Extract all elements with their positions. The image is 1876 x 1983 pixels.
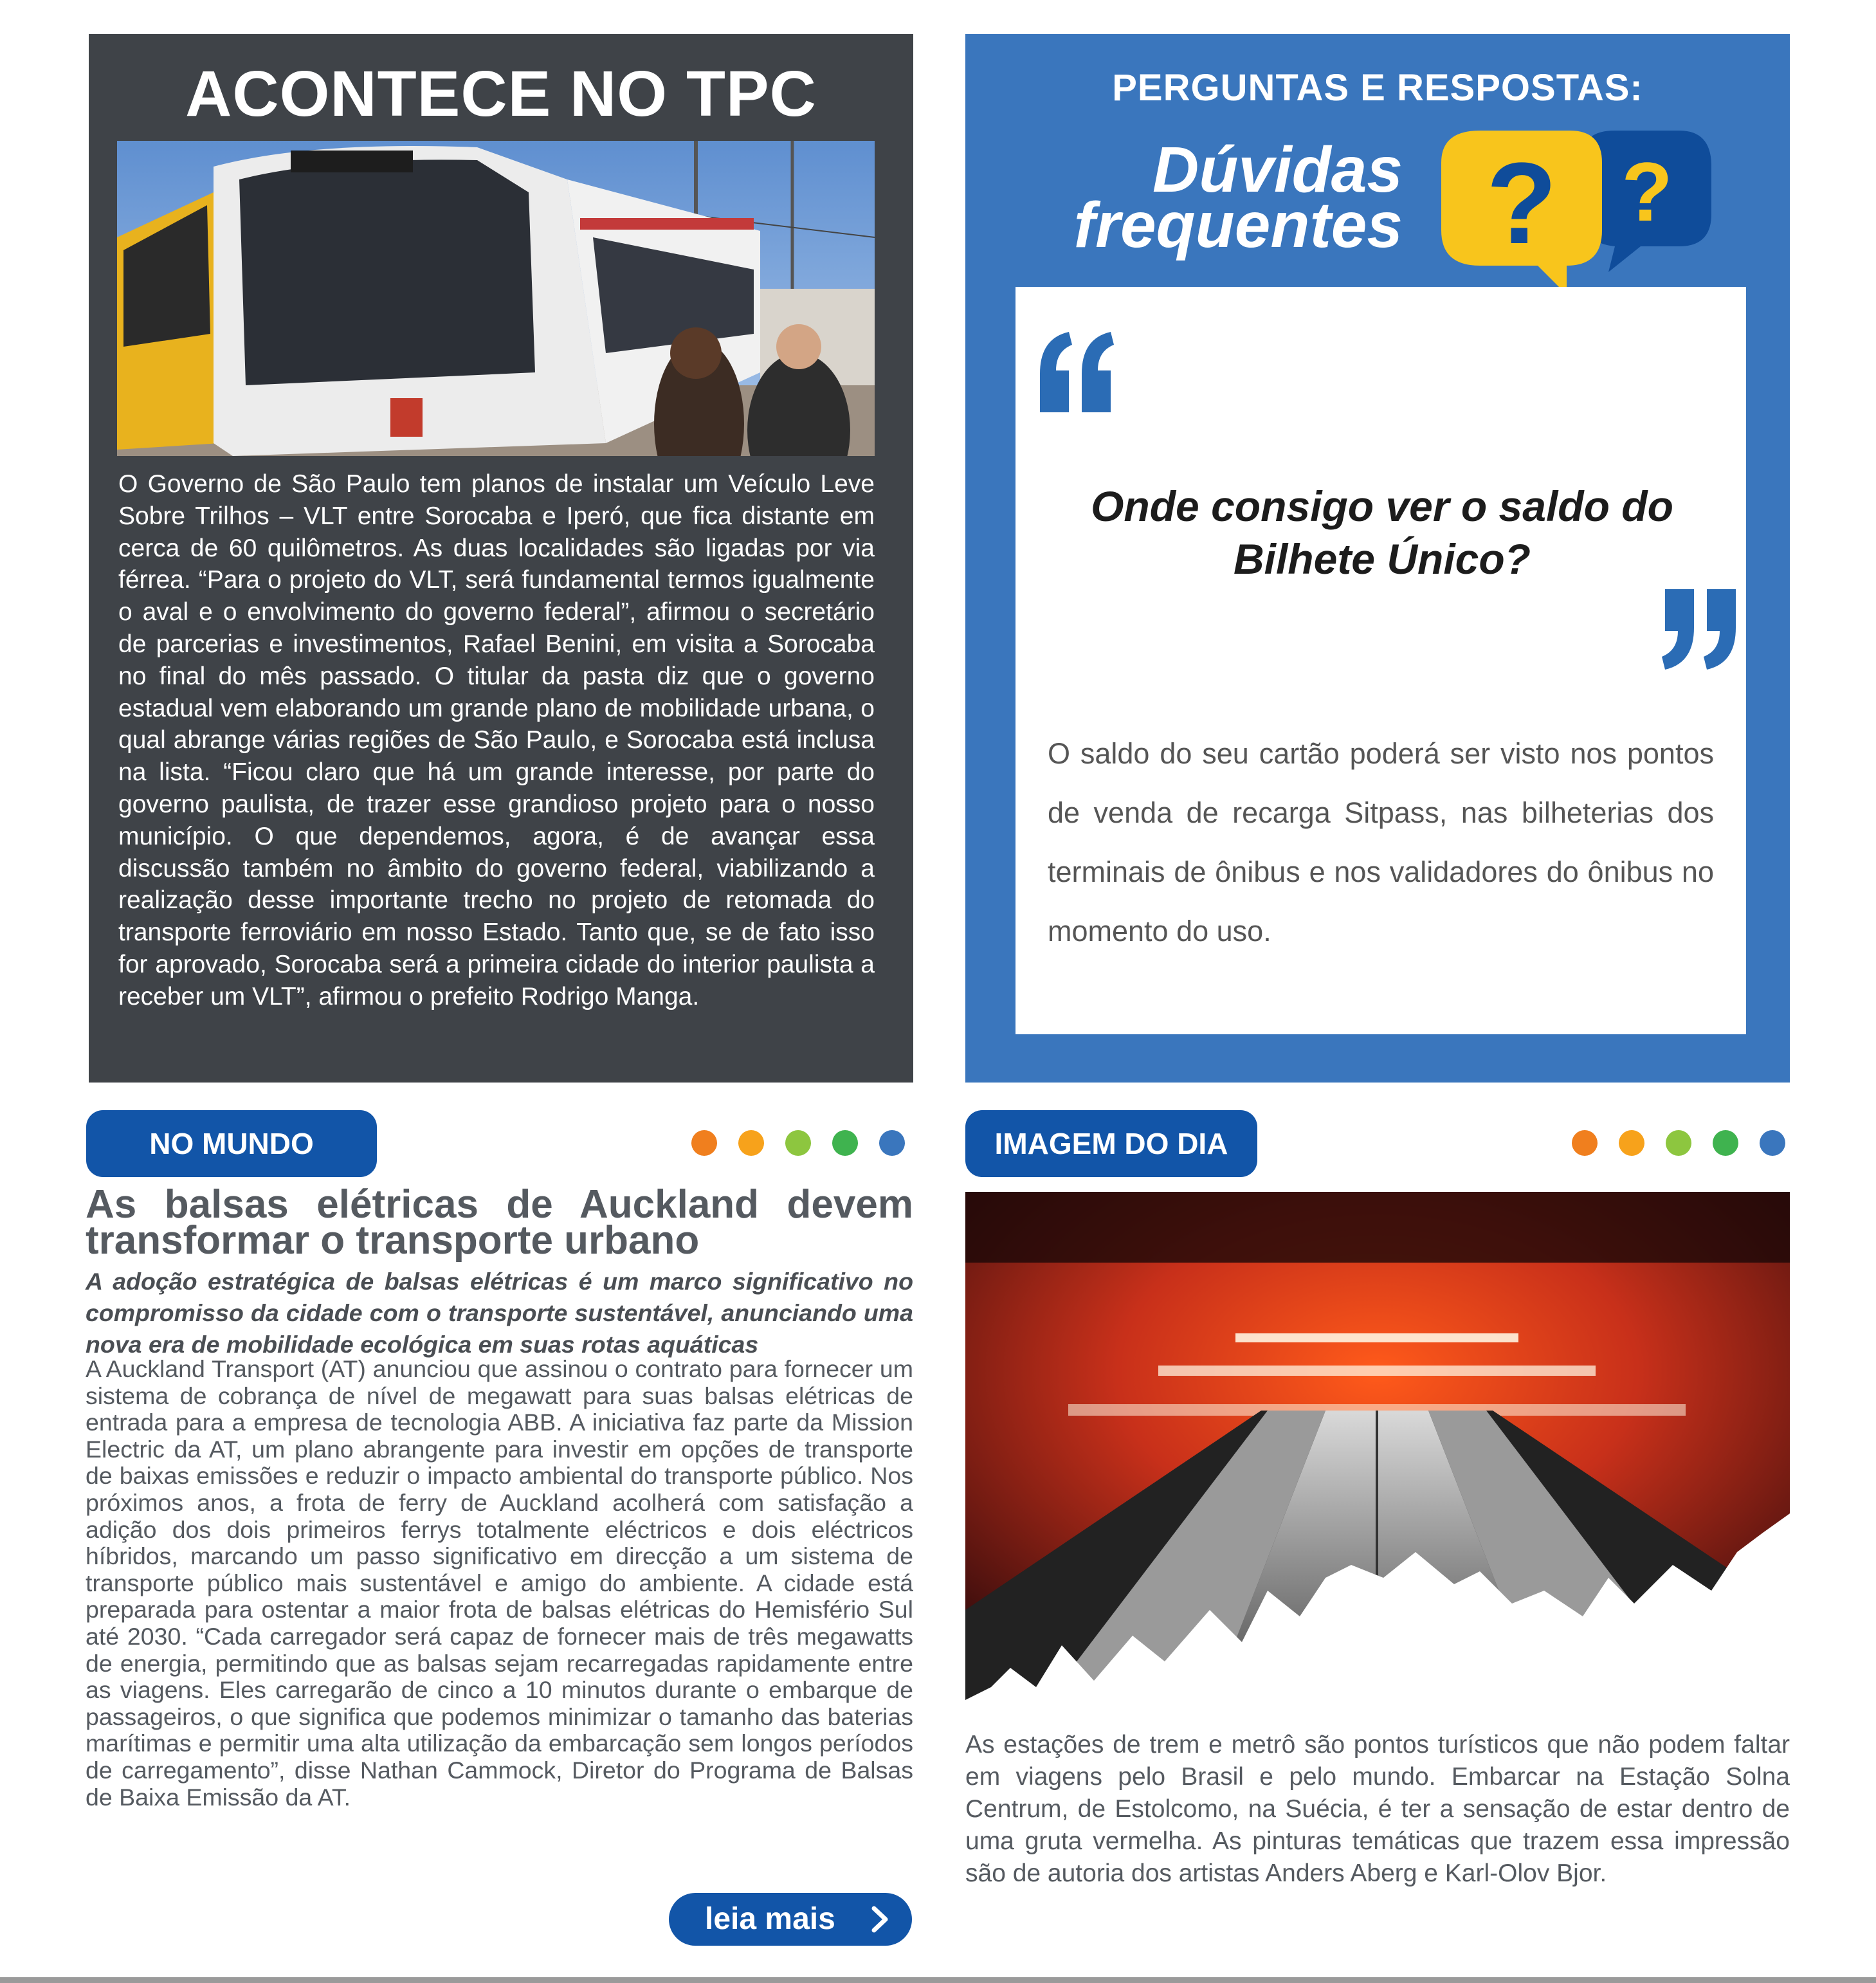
faq-panel xyxy=(965,34,1790,1083)
footer-divider xyxy=(0,1977,1876,1983)
tpc-title: ACONTECE NO TPC xyxy=(185,58,817,130)
dot-icon xyxy=(879,1130,905,1156)
mundo-lede: A adoção estratégica de balsas elétricas é um marco significativo no compromisso da cidade com o transporte sustentável, anunciando uma nova era de mobilidade ecológica em suas rotas aquáticas xyxy=(86,1268,913,1358)
read-more-button[interactable] xyxy=(669,1893,912,1946)
bubble-mark-large: ? xyxy=(1486,139,1557,268)
dot-icon xyxy=(738,1130,764,1156)
mundo-headline: As balsas elétricas de Auckland devem transformar o transporte urbano xyxy=(86,1182,913,1263)
dot-icon xyxy=(1572,1130,1598,1156)
faq-title-line2: frequentes xyxy=(1073,189,1403,261)
bubble-mark-small: ? xyxy=(1621,145,1673,239)
tpc-article-body: O Governo de São Paulo tem planos de instalar um Veículo Leve Sobre Trilhos – VLT entre Sorocaba e Iperó, que fica distante em cerca de 60 quilômetros. As duas localidades são ligadas por via férrea. “Para o projeto do VLT, será fundamental termos igualmente o aval e o envolvimento do governo federal”, afirmou o secretário de parcerias e investimentos, Rafael Benini, em visita a Sorocaba no final do mês passado. O titular da pasta diz que o governo estadual vem elaborando um grande plano de mobilidade urbana, o qual abrange várias regiões de São Paulo, e Sorocaba está inclusa na lista. “Ficou claro que há um grande interesse, por parte do governo paulista, de trazer esse grandioso projeto para o nosso município. O que dependemos, agora, é de avançar essa discussão também no âmbito do governo federal, viabilizando a realização desse importante trecho no projeto de retomada do transporte ferroviário em nosso Estado. Tanto que, se de fato isso for aprovado, Sorocaba será a primeira cidade do interior paulista a receber um VLT”, afirmou o prefeito Rodrigo Manga. xyxy=(118,470,875,1010)
faq-title xyxy=(1043,134,1403,261)
vlt-train-photo xyxy=(117,141,875,456)
faq-card xyxy=(1015,287,1746,1034)
dot-icon xyxy=(1666,1130,1691,1156)
read-more-label: leia mais xyxy=(705,1902,835,1936)
faq-title-line1: Dúvidas xyxy=(1152,134,1403,206)
faq-question: Onde consigo ver o saldo do Bilhete Único? xyxy=(1091,482,1673,583)
dot-icon xyxy=(1760,1130,1785,1156)
section-label-no-mundo: NO MUNDO xyxy=(86,1110,377,1177)
chevron-right-icon xyxy=(871,1906,889,1933)
tpc-panel xyxy=(89,34,913,1083)
decorative-dots xyxy=(691,1130,905,1156)
dot-icon xyxy=(832,1130,858,1156)
question-bubbles-icon xyxy=(1422,118,1718,311)
faq-answer: O saldo do seu cartão poderá ser visto nos pontos de venda de recarga Sitpass, nas bilheterias dos terminais de ônibus e nos validadores do ônibus no momento do uso. xyxy=(1048,737,1714,947)
image-of-the-day-caption: As estações de trem e metrô são pontos turísticos que não podem faltar em viagens pelo Brasil e pelo mundo. Embarcar na Estação Solna Centrum, de Estolcomo, na Suécia, é ter a sensação de estar dentro de uma gruta vermelha. As pinturas temáticas que trazem essa impressão são de autoria dos artistas Anders Aberg e Karl-Olov Bjor. xyxy=(965,1731,1790,1887)
faq-kicker: PERGUNTAS E RESPOSTAS: xyxy=(1112,67,1643,109)
section-label-imagem-do-dia: IMAGEM DO DIA xyxy=(965,1110,1257,1177)
dot-icon xyxy=(1619,1130,1644,1156)
open-quote-icon xyxy=(1034,329,1117,419)
dot-icon xyxy=(691,1130,717,1156)
decorative-dots xyxy=(1572,1130,1785,1156)
mundo-article-body: A Auckland Transport (AT) anunciou que assinou o contrato para fornecer um sistema de cobrança de nível de megawatt para suas balsas elétricas de entrada para a empresa de tecnologia ABB. A iniciativa faz parte da Mission Electric da AT, um plano abrangente para investir em opções de transporte de baixas emissões e reduzir o impacto ambiental do transporte público. Nos próximos anos, a frota de ferry de Auckland acolherá com satisfação a adição dos dois primeiros ferrys totalmente eléctricos e dois eléctricos híbridos, marcando um passo significativo em direcção a um sistema de transporte público mais sustentável e amigo do ambiente. A cidade está preparada para ostentar a maior frota de balsas elétricas do Hemisfério Sul até 2030. “Cada carregador será capaz de fornecer mais de três megawatts de energia, permitindo que as balsas sejam recarregadas rapidamente entre as viagens. Eles carregarão de cinco a 10 minutos durante o embarque de passageiros, o que significa que podemos minimizar o tamanho das baterias marítimas e permitir uma alta utilização da embarcação sem longos períodos de carregamento”, disse Nathan Cammock, Diretor do Programa de Balsas de Baixa Emissão da AT. xyxy=(86,1355,913,1811)
subway-escalator-photo xyxy=(965,1192,1790,1706)
dot-icon xyxy=(785,1130,811,1156)
dot-icon xyxy=(1713,1130,1738,1156)
close-quote-icon xyxy=(1659,583,1742,673)
